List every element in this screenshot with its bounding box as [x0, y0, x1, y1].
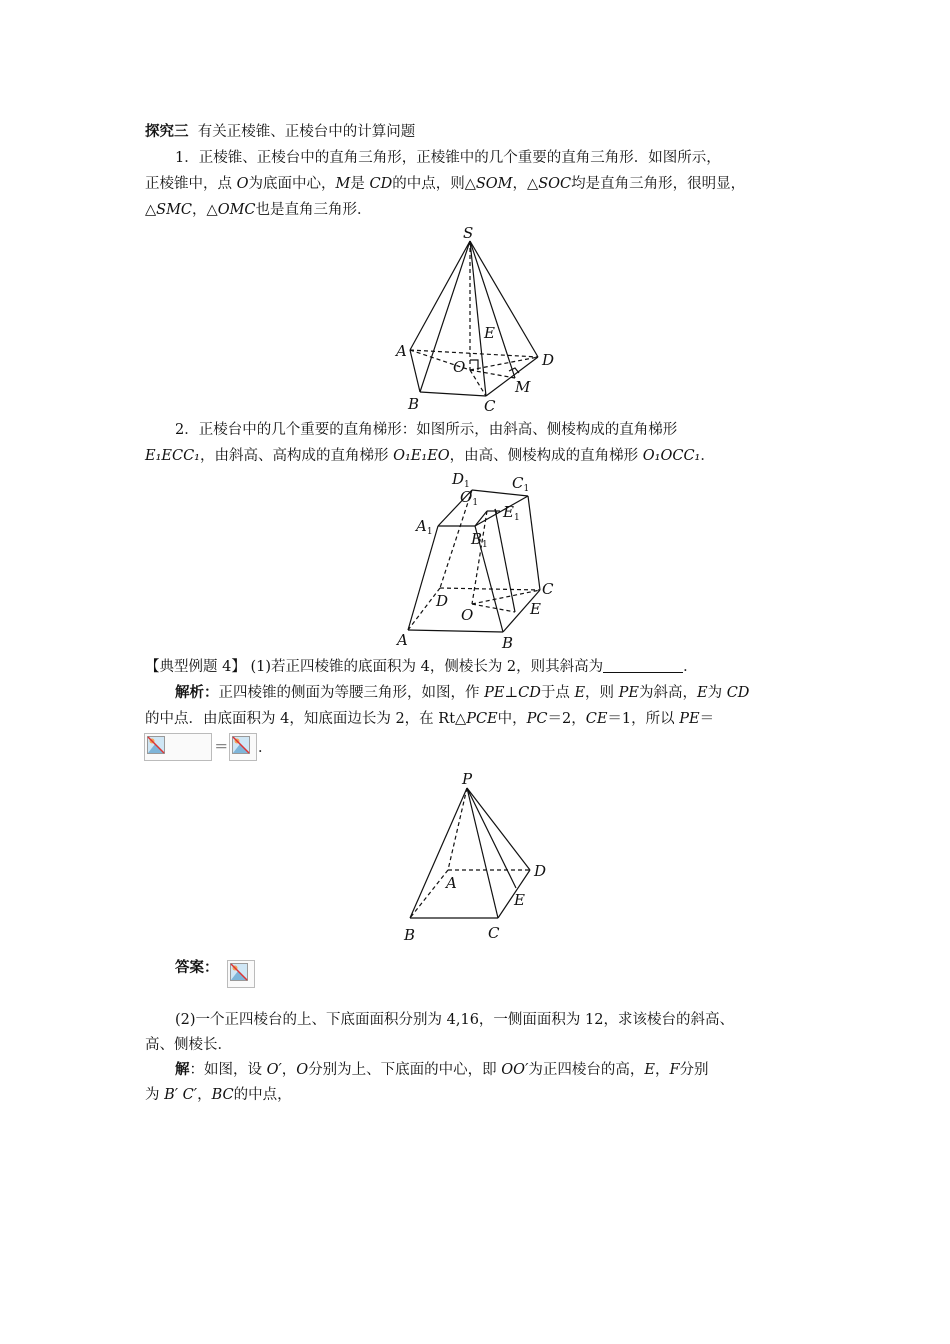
- solution2-line1: 解：如图，设 O′，O分别为上、下底面的中心，即 OO′为正四棱台的高，E，F分别: [175, 1062, 709, 1078]
- fig3-label-b: B: [404, 926, 416, 944]
- fig3-label-p: P: [462, 770, 473, 788]
- fig3-label-a: A: [446, 874, 457, 892]
- fig2-label-o1: $O_1$: [460, 488, 479, 508]
- fig1-label-e: E: [484, 324, 495, 342]
- fig2-label-a1: $A_1$: [416, 517, 433, 537]
- fig1-label-o: O: [453, 358, 466, 376]
- fig2-label-b: B: [502, 634, 514, 652]
- formula-equals: ＝: [214, 740, 229, 756]
- solution-line1: 解析：正四棱锥的侧面为等腰三角形，如图，作 PE⊥CD于点 E，则 PE为斜高，E为 CD: [175, 685, 750, 701]
- answer-image: [227, 960, 255, 988]
- fig1-label-m: M: [515, 378, 531, 396]
- fig2-label-e: E: [530, 600, 541, 618]
- p1-line3: △SMC，△OMC也是直角三角形．: [145, 202, 372, 218]
- broken-image-icon: [230, 963, 248, 981]
- fig2-label-d: D: [436, 592, 449, 610]
- answer-label: 答案：: [175, 960, 219, 976]
- solution-line2: 的中点．由底面积为 4，知底面边长为 2，在 Rt△PCE中，PC＝2，CE＝1，所以 PE＝: [145, 711, 715, 727]
- example4-tag: 【典型例题 4】: [145, 659, 246, 675]
- fig3-label-e: E: [514, 891, 525, 909]
- solution2-line2: 为 B′ C′，BC的中点，: [145, 1087, 292, 1103]
- fig1-label-b: B: [408, 395, 420, 413]
- section-head: 探究三: [145, 124, 189, 140]
- p2-line2: E₁ECC₁，由斜高、高构成的直角梯形 O₁E₁EO，由高、侧棱构成的直角梯形 O₁OCC₁．: [145, 448, 715, 464]
- example4-question1: 【典型例题 4】 (1)若正四棱锥的底面积为 4，侧棱长为 2，则其斜高为 ．: [145, 659, 698, 675]
- fig2-label-a: A: [397, 631, 408, 649]
- p1-line2: 正棱锥中，点 O为底面中心，M是 CD的中点，则△SOM，△SOC均是直角三角形，很明显，: [145, 176, 746, 192]
- question2-line1: (2)一个正四棱台的上、下底面面积分别为 4,16，一侧面面积为 12，求该棱台的斜高、: [175, 1012, 734, 1028]
- question2-line2: 高、侧棱长．: [145, 1037, 232, 1053]
- fig1-label-d: D: [542, 351, 555, 369]
- fig2-label-c: C: [542, 580, 554, 598]
- fig2-label-c1: $C_1$: [512, 474, 530, 494]
- fig3-label-d: D: [534, 862, 547, 880]
- p1-line1: 1．正棱锥、正棱台中的直角三角形，正棱锥中的几个重要的直角三角形．如图所示，: [175, 150, 721, 166]
- fig2-label-o: O: [461, 606, 474, 624]
- fig3-label-c: C: [488, 924, 500, 942]
- p2-line1: 2．正棱台中的几个重要的直角梯形：如图所示，由斜高、侧棱构成的直角梯形: [175, 422, 678, 438]
- fig1-label-c: C: [484, 397, 496, 415]
- fig1-label-a: A: [396, 342, 407, 360]
- fig2-label-b1: $B_1$: [471, 530, 488, 550]
- formula-period: ．: [258, 740, 273, 756]
- fig2-label-d1: $D_1$: [452, 470, 470, 490]
- fig1-label-s: S: [463, 224, 474, 242]
- section-title: 有关正棱锥、正棱台中的计算问题: [197, 124, 416, 140]
- fig2-label-e1: $E_1$: [503, 503, 520, 523]
